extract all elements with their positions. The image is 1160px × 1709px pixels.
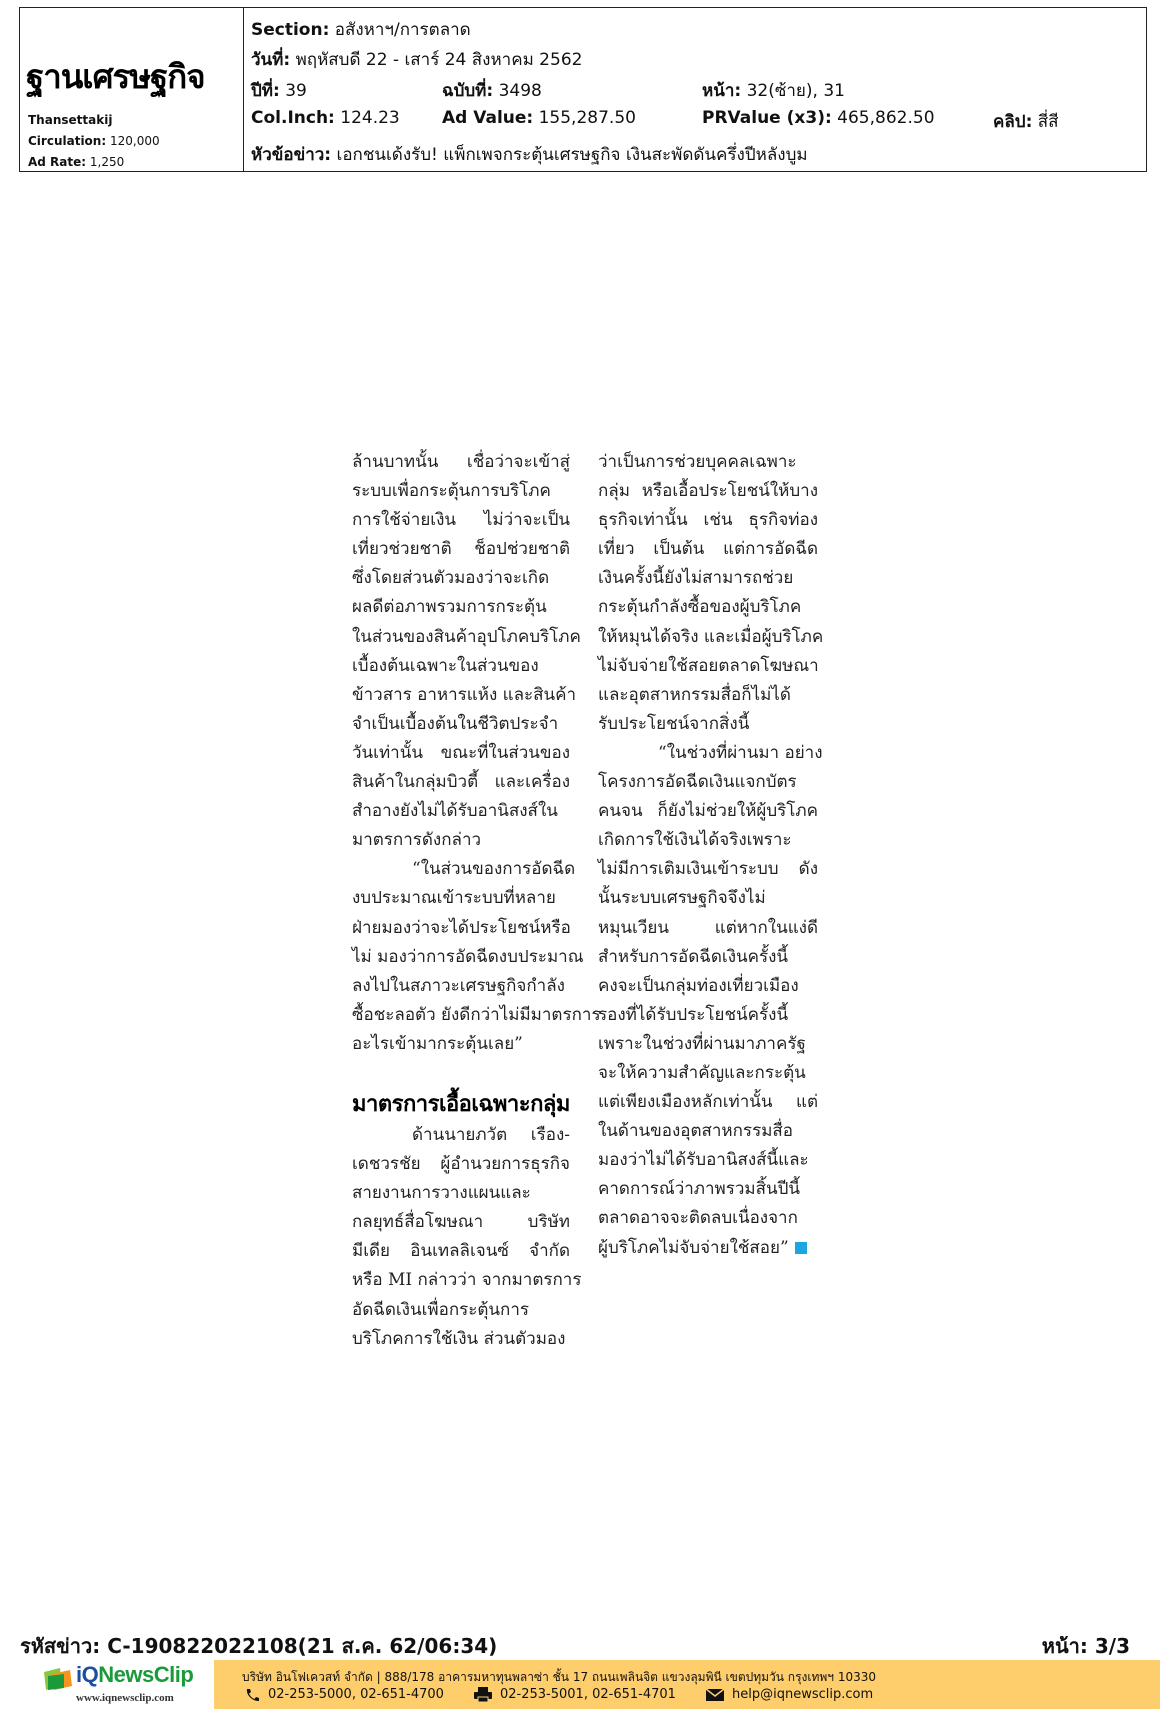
- article-line: การใช้จ่ายเงิน ไม่ว่าจะเป็น: [352, 510, 570, 531]
- clip-metadata: [244, 8, 1146, 171]
- phone-value: 02-253-5000, 02-651-4700: [268, 1687, 444, 1702]
- year-cell: [251, 77, 307, 104]
- logo-prefix: iQ: [76, 1662, 99, 1687]
- page-number: [1042, 1630, 1130, 1662]
- article-line: สำอางยังไม่ได้รับอานิสงส์ใน: [352, 801, 558, 822]
- logo-wordmark: [76, 1662, 193, 1688]
- issue-label: ฉบับที่:: [442, 81, 494, 101]
- company-address: บริษัท อินโฟเควสท์ จำกัด | 888/178 อาคารมหาทุนพลาซ่า ชั้น 17 ถนนเพลินจิต แขวงลุมพินี เขตปทุมวัน กรุงเทพฯ 10330: [242, 1670, 877, 1684]
- article-line: จำเป็นเบื้องต้นในชีวิตประจำ: [352, 713, 559, 734]
- advalue-value: 155,287.50: [538, 108, 636, 128]
- prvalue-value: 465,862.50: [837, 108, 935, 128]
- date-row: [251, 46, 582, 73]
- article-line: สินค้าในกลุ่มบิวตี้ และเครื่อง: [352, 772, 570, 793]
- newspaper-logo-icon: [42, 1666, 74, 1692]
- clip-label: คลิป:: [993, 112, 1033, 132]
- article-line: ว่าเป็นการช่วยบุคคลเฉพาะ: [598, 452, 797, 472]
- fax-contact: [474, 1687, 676, 1702]
- news-id-label: รหัสข่าว:: [20, 1634, 101, 1658]
- article-line: ฝ่ายมองว่าจะได้ประโยชน์หรือ: [352, 917, 571, 938]
- publication-name: [28, 113, 112, 127]
- article-line: วันเท่านั้น ขณะที่ในส่วนของ: [352, 742, 570, 763]
- article-line: ในด้านของอุตสาหกรรมสื่อ: [598, 1121, 793, 1142]
- news-id-time: (21 ส.ค. 62/06:34): [297, 1634, 498, 1658]
- article-line: หมุนเวียน แต่หากในแง่ดี: [598, 917, 818, 938]
- article-column-1: [352, 448, 601, 1059]
- article-line: ตลาดอาจจะติดลบเนื่องจาก: [598, 1208, 798, 1229]
- article-line: คงจะเป็นกลุ่มท่องเที่ยวเมือง: [598, 975, 799, 996]
- article-line: มีเดีย อินเทลลิเจนซ์ จำกัด: [352, 1241, 570, 1262]
- article-line: เบื้องต้นเฉพาะในส่วนของ: [352, 655, 539, 676]
- article-end-mark: [795, 1242, 807, 1254]
- article-line: โครงการอัดฉีดเงินแจกบัตร: [598, 772, 797, 793]
- date-value: พฤหัสบดี 22 - เสาร์ 24 สิงหาคม 2562: [295, 50, 583, 70]
- iqnewsclip-logo: [0, 1660, 214, 1709]
- publication-panel: [20, 8, 244, 171]
- phone-contact: [244, 1687, 444, 1702]
- article-line: เพราะในช่วงที่ผ่านมาภาครัฐ: [598, 1033, 806, 1054]
- article-line: ไม่จับจ่ายใช้สอยตลาดโฆษณา: [598, 655, 819, 676]
- colinch-cell: [251, 108, 400, 128]
- article-line: ธุรกิจเท่านั้น เช่น ธุรกิจท่อง: [598, 510, 818, 531]
- circulation: [28, 134, 160, 148]
- headline-value: เอกชนเด้งรับ! แพ็กเพจกระตุ้นเศรษฐกิจ เงินสะพัดดันครึ่งปีหลังบูม: [336, 145, 808, 165]
- article-line: ด้านนายภวัต เรือง-: [412, 1125, 570, 1145]
- ad-rate-value: 1,250: [89, 155, 125, 169]
- year-value: 39: [285, 81, 307, 101]
- article-line: ซื้อชะลอตัว ยังดีกว่าไม่มีมาตรการ: [352, 1004, 601, 1025]
- publication-name-text: Thansettakij: [28, 113, 113, 127]
- article-line: งบประมาณเข้าระบบที่หลาย: [352, 888, 556, 909]
- article-line: อัดฉีดเงินเพื่อกระตุ้นการ: [352, 1299, 530, 1320]
- page-value: 32(ซ้าย), 31: [746, 81, 845, 101]
- prvalue-label: PRValue (x3):: [702, 108, 832, 128]
- ad-rate-label: Ad Rate:: [28, 155, 87, 169]
- article-line: ข้าวสาร อาหารแห้ง และสินค้า: [352, 684, 577, 705]
- envelope-icon: [706, 1689, 724, 1701]
- year-label: ปีที่:: [251, 81, 280, 101]
- circulation-value: 120,000: [109, 134, 160, 148]
- article-line: ในส่วนของสินค้าอุปโภคบริโภค: [352, 626, 581, 647]
- advalue-cell: [442, 108, 636, 128]
- article-line: รับประโยชน์จากสิ่งนี้: [598, 713, 750, 734]
- article-line: ผู้บริโภคไม่จับจ่ายใช้สอย”: [598, 1234, 818, 1263]
- page-number-value: 3/3: [1094, 1634, 1130, 1658]
- news-id-value: C-190822022108: [107, 1634, 298, 1658]
- prvalue-cell: [702, 108, 935, 128]
- article-line: เที่ยวช่วยชาติ ช็อปช่วยชาติ: [352, 539, 570, 560]
- article-line: จะให้ความสำคัญและกระตุ้น: [598, 1062, 806, 1083]
- logo-url: www.iqnewsclip.com: [76, 1692, 174, 1704]
- article-line: ซึ่งโดยส่วนตัวมองว่าจะเกิด: [352, 568, 550, 589]
- issue-cell: [442, 77, 542, 104]
- article-line: กระตุ้นกำลังซื้อของผู้บริโภค: [598, 597, 802, 618]
- email-contact: [706, 1687, 873, 1702]
- publication-logo: ฐานเศรษฐกิจ: [26, 57, 205, 96]
- article-line: กลยุทธ์สื่อโฆษณา บริษัท: [352, 1212, 570, 1233]
- article-line: เกิดการใช้เงินได้จริงเพราะ: [598, 830, 792, 851]
- article-line: บริโภคการใช้เงิน ส่วนตัวมอง: [352, 1328, 566, 1349]
- article-line: ระบบเพื่อกระตุ้นการบริโภค: [352, 481, 551, 502]
- section-value: อสังหาฯ/การตลาด: [334, 20, 471, 40]
- article-line: ผลดีต่อภาพรวมการกระตุ้น: [352, 597, 547, 618]
- clip-header: [19, 7, 1147, 172]
- headline-label: หัวข้อข่าว:: [251, 145, 332, 165]
- issue-value: 3498: [498, 81, 542, 101]
- news-id: [20, 1630, 497, 1662]
- page-label: หน้า:: [702, 81, 742, 101]
- fax-value: 02-253-5001, 02-651-4701: [500, 1687, 676, 1702]
- article-line: อะไรเข้ามากระตุ้นเลย”: [352, 1033, 523, 1054]
- article-line: เดชวรชัย ผู้อำนวยการธุรกิจ: [352, 1154, 570, 1175]
- date-label: วันที่:: [251, 50, 291, 70]
- article-line: มาตรการดังกล่าว: [352, 830, 482, 851]
- logo-name: NewsClip: [98, 1662, 194, 1687]
- article-line: หรือ MI กล่าวว่า จากมาตรการ: [352, 1270, 582, 1291]
- colinch-value: 124.23: [340, 108, 400, 128]
- article-line: ไม่มีการเติมเงินเข้าระบบ ดัง: [598, 859, 818, 880]
- page-cell: [702, 77, 845, 104]
- article-line: รองที่ได้รับประโยชน์ครั้งนี้: [598, 1004, 789, 1025]
- article-line: เที่ยว เป็นต้น แต่การอัดฉีด: [598, 539, 818, 560]
- article-line: นั้นระบบเศรษฐกิจจึงไม่: [598, 888, 766, 909]
- advalue-label: Ad Value:: [442, 108, 534, 128]
- section-row: [251, 16, 471, 43]
- article-line: ไม่ มองว่าการอัดฉีดงบประมาณ: [352, 946, 584, 967]
- article-line: ลงไปในสภาวะเศรษฐกิจกำลัง: [352, 975, 565, 996]
- phone-icon: [244, 1688, 260, 1702]
- fax-icon: [474, 1687, 492, 1702]
- page-number-label: หน้า:: [1041, 1634, 1088, 1658]
- article-line: คาดการณ์ว่าภาพรวมสิ้นปีนี้: [598, 1179, 801, 1200]
- article-line: และอุตสาหกรรมสื่อก็ไม่ได้: [598, 684, 791, 705]
- article-line: คนจน ก็ยังไม่ช่วยให้ผู้บริโภค: [598, 801, 818, 822]
- section-label: Section:: [251, 20, 330, 40]
- email-value: help@iqnewsclip.com: [732, 1687, 874, 1702]
- article-column-1-continued: [352, 1121, 582, 1354]
- article-line: กลุ่ม หรือเอื้อประโยชน์ให้บาง: [598, 481, 818, 502]
- article-line: ล้านบาทนั้น เชื่อว่าจะเข้าสู่: [352, 452, 570, 472]
- footer-bar: [0, 1660, 1160, 1709]
- article-line: มองว่าไม่ได้รับอานิสงส์นี้และ: [598, 1150, 809, 1171]
- colinch-label: Col.Inch:: [251, 108, 335, 128]
- clip-color-cell: [993, 108, 1059, 135]
- clip-value: สี่สี: [1037, 112, 1059, 132]
- article-line: “ในช่วงที่ผ่านมา อย่าง: [658, 742, 823, 763]
- article-line: แต่เพียงเมืองหลักเท่านั้น แต่: [598, 1092, 818, 1113]
- article-column-2: [598, 448, 824, 1263]
- headline-row: [251, 141, 808, 168]
- article-line: “ในส่วนของการอัดฉีด: [412, 859, 576, 880]
- article-line: สายงานการวางแผนและ: [352, 1183, 531, 1204]
- article-line: เงินครั้งนี้ยังไม่สามารถช่วย: [598, 568, 794, 589]
- article-subheading: มาตรการเอื้อเฉพาะกลุ่ม: [352, 1092, 570, 1117]
- ad-rate: [28, 155, 124, 169]
- article-line: ให้หมุนได้จริง และเมื่อผู้บริโภค: [598, 626, 824, 647]
- article-line: สำหรับการอัดฉีดเงินครั้งนี้: [598, 946, 789, 967]
- circulation-label: Circulation:: [28, 134, 107, 148]
